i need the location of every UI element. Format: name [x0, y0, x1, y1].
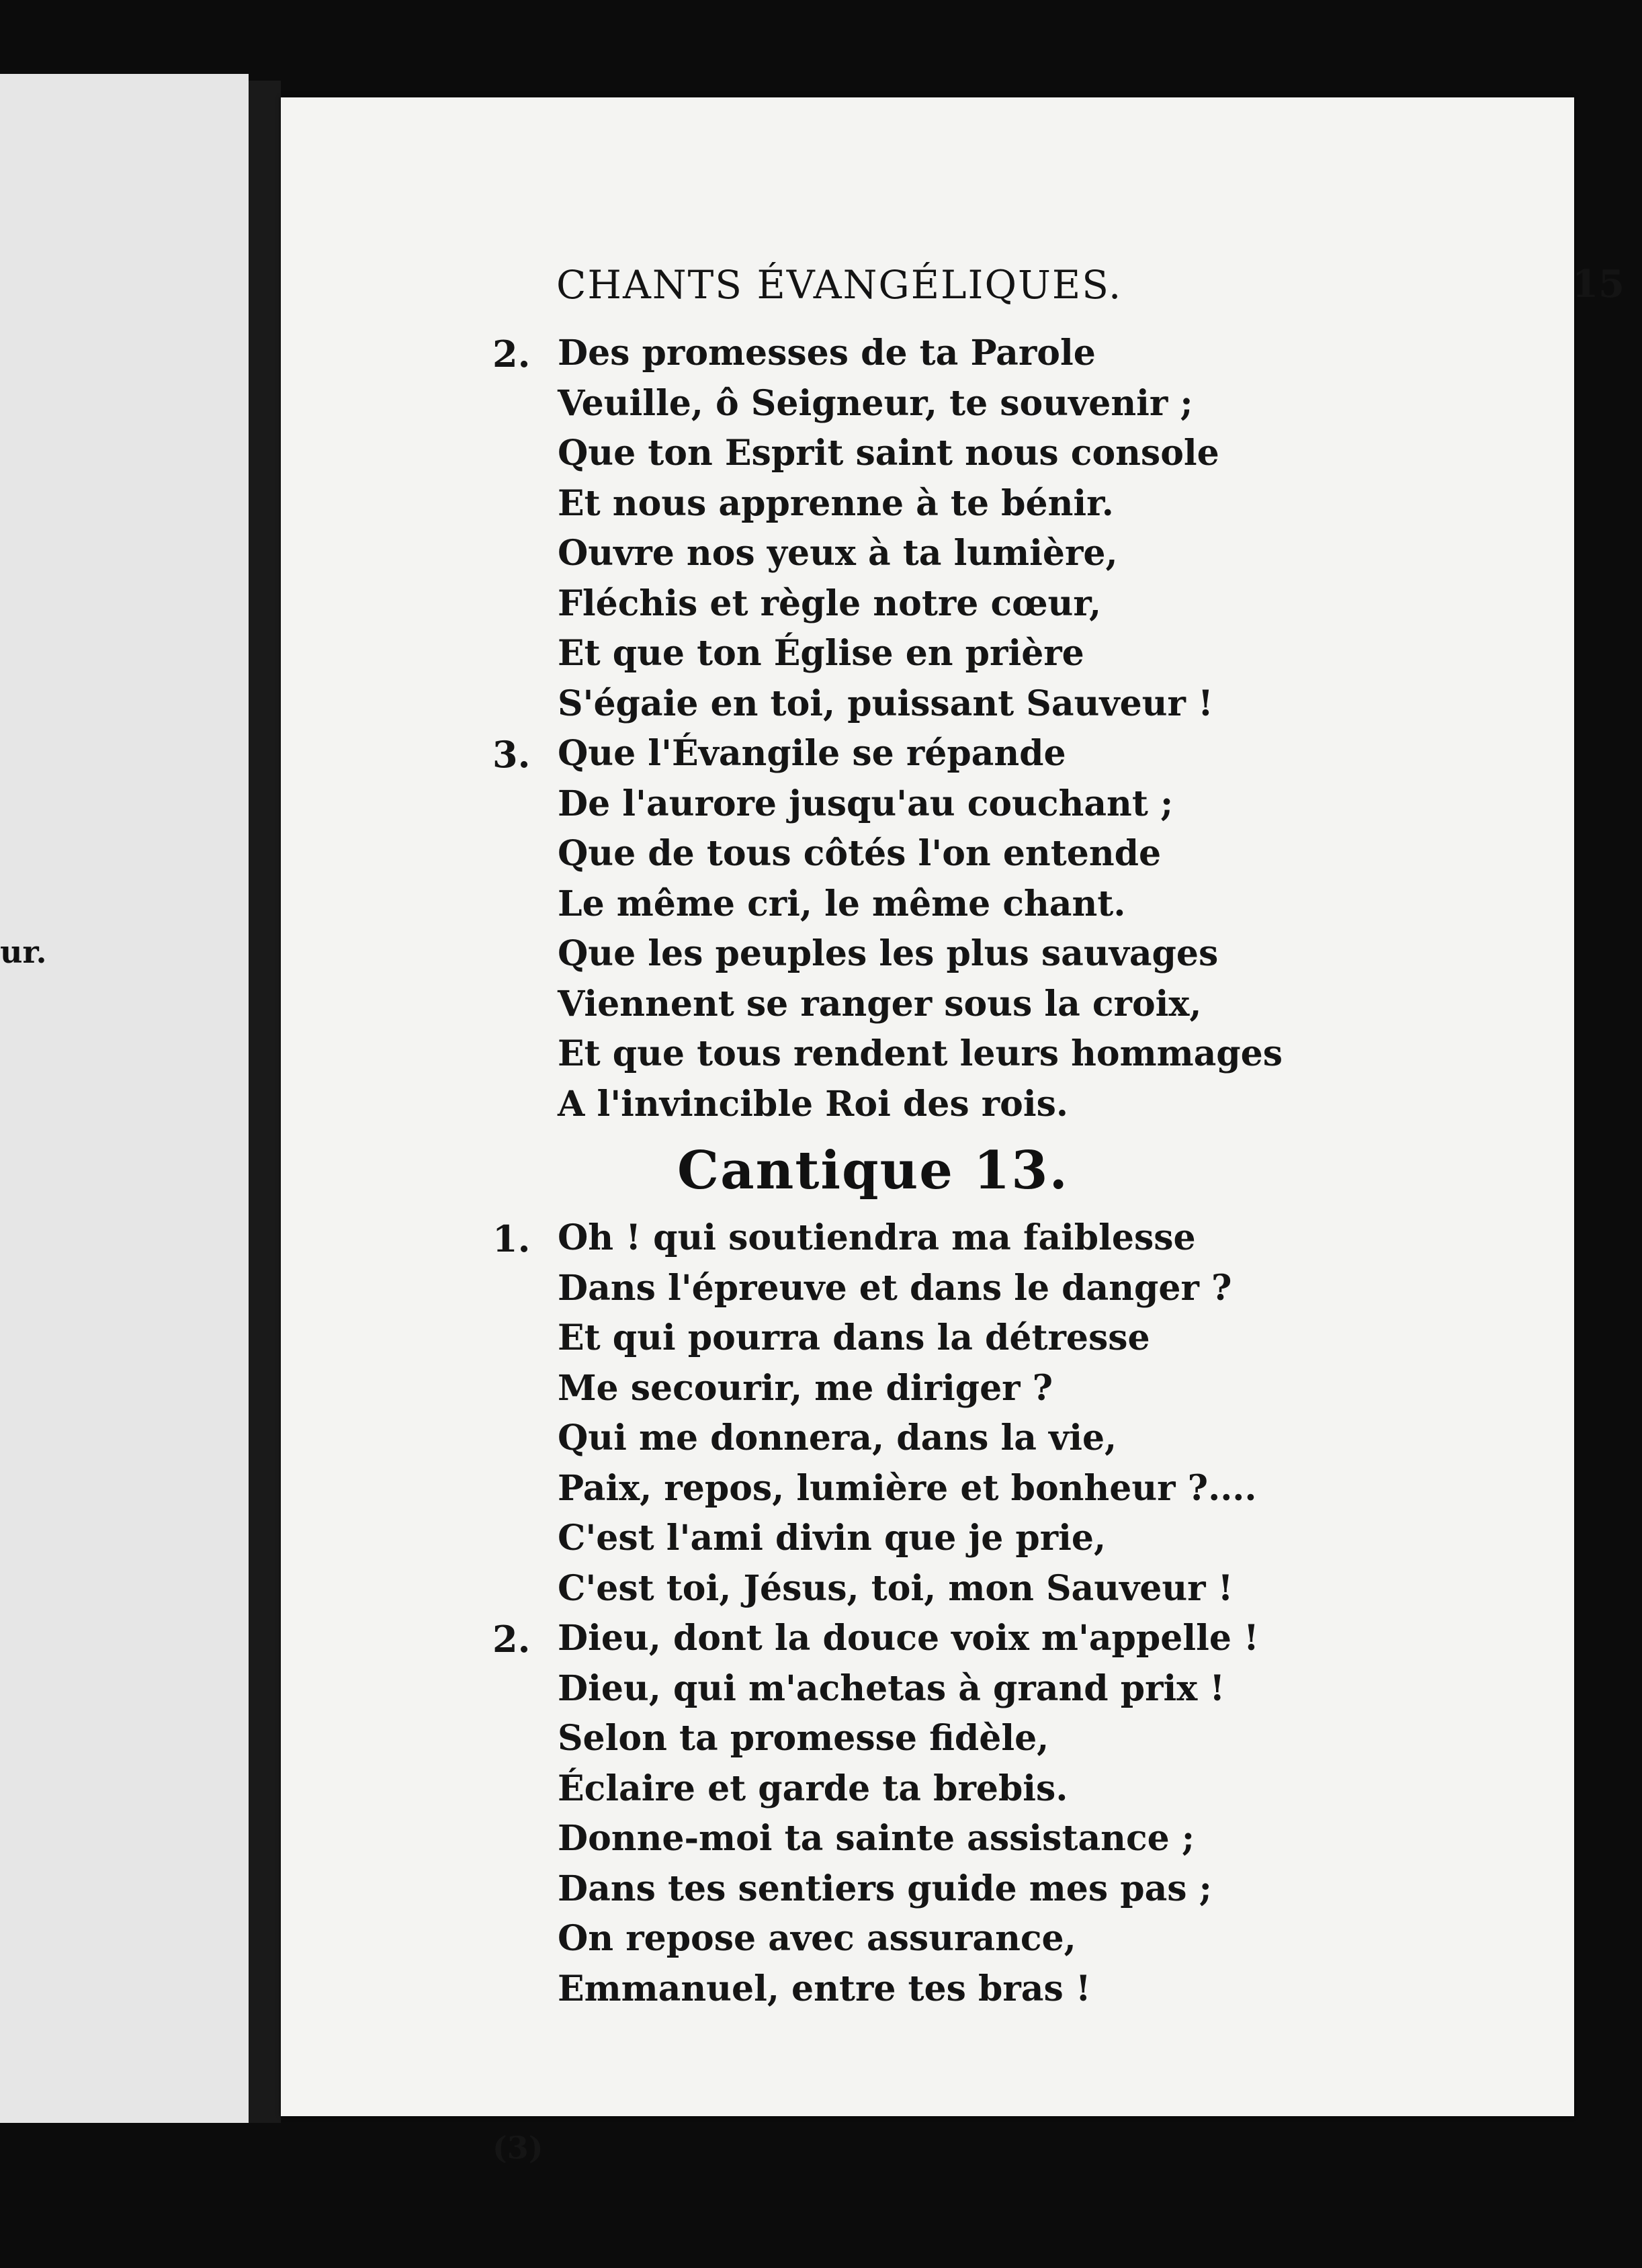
page-number: 15	[1572, 262, 1625, 306]
verse-number: 2.	[492, 1618, 531, 1661]
verse-line: Veuille, ô Seigneur, te souvenir ;	[558, 382, 1193, 424]
verse-number: 1.	[492, 1217, 531, 1260]
verse-line: De l'aurore jusqu'au couchant ;	[558, 783, 1174, 824]
verse-line: Éclaire et garde ta brebis.	[558, 1768, 1068, 1809]
verse-line: On repose avec assurance,	[558, 1918, 1076, 1959]
book-gutter	[249, 81, 281, 2123]
verse-number: 3.	[492, 733, 531, 776]
verse-line: Qui me donnera, dans la vie,	[558, 1418, 1117, 1458]
verse-line: Que ton Esprit saint nous console	[558, 433, 1219, 474]
verse-line: Donne-moi ta sainte assistance ;	[558, 1818, 1195, 1859]
verse-line: S'égaie en toi, puissant Sauveur !	[558, 683, 1213, 724]
verse-line: Selon ta promesse fidèle,	[558, 1718, 1049, 1759]
left-facing-page	[0, 74, 249, 2123]
verse-line: Et nous apprenne à te bénir.	[558, 482, 1114, 524]
verse-line: Et qui pourra dans la détresse	[558, 1317, 1150, 1358]
verse-line: Dans l'épreuve et dans le danger ?	[558, 1267, 1232, 1309]
verse-line: Viennent se ranger sous la croix,	[558, 983, 1202, 1024]
verse-line: Des promesses de ta Parole	[558, 333, 1096, 374]
verse-line: Que l'Évangile se répande	[558, 733, 1066, 774]
verse-line: Ouvre nos yeux à ta lumière,	[558, 533, 1118, 574]
running-title: CHANTS ÉVANGÉLIQUES.	[556, 262, 1123, 308]
verse-line: Oh ! qui soutiendra ma faiblesse	[558, 1217, 1196, 1258]
page-header	[556, 262, 1625, 322]
verse-line: A l'invincible Roi des rois.	[558, 1083, 1068, 1125]
verse-line: Dieu, dont la douce voix m'appelle !	[558, 1618, 1259, 1659]
verse-line: Que les peuples les plus sauvages	[558, 933, 1219, 974]
verse-line: C'est l'ami divin que je prie,	[558, 1518, 1107, 1559]
verse-line: Et que tous rendent leurs hommages	[558, 1033, 1283, 1074]
signature-mark: (3)	[492, 2130, 544, 2166]
left-page-fragment: ur.	[0, 934, 47, 970]
verse-number: 2.	[492, 333, 531, 376]
verse-line: Et que ton Église en prière	[558, 633, 1084, 674]
verse-line: C'est toi, Jésus, toi, mon Sauveur !	[558, 1567, 1234, 1609]
verse-line: Dieu, qui m'achetas à grand prix !	[558, 1667, 1225, 1709]
verse-line: Le même cri, le même chant.	[558, 883, 1126, 924]
verse-line: Dans tes sentiers guide mes pas ;	[558, 1868, 1212, 1909]
verse-line: Fléchis et règle notre cœur,	[558, 582, 1102, 624]
verse-line: Me secourir, me diriger ?	[558, 1367, 1053, 1409]
verse-line: Que de tous côtés l'on entende	[558, 833, 1162, 874]
book-page	[281, 97, 1625, 2166]
verse-line: Emmanuel, entre tes bras !	[558, 1968, 1091, 2009]
verse-line: Paix, repos, lumière et bonheur ?....	[558, 1467, 1257, 1509]
section-title: Cantique 13.	[677, 1140, 1069, 1201]
